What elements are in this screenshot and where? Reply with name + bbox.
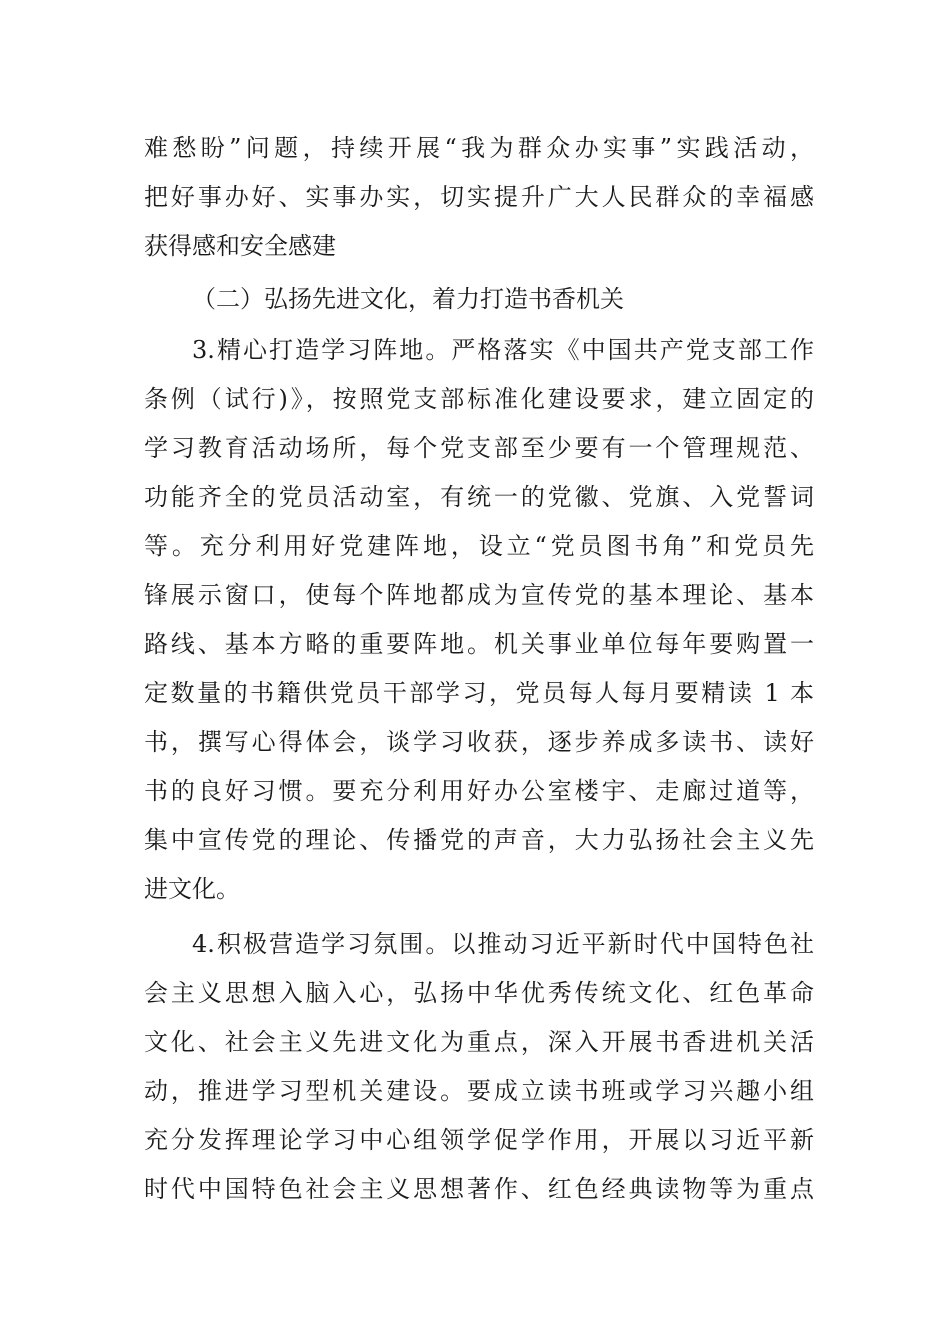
text-line: 功能齐全的党员活动室，有统一的党徽、党旗、入党誓词	[144, 483, 814, 511]
text-line: 文化、社会主义先进文化为重点，深入开展书香进机关活	[144, 1028, 814, 1056]
text-line: 等。充分利用好党建阵地，设立“党员图书角”和党员先	[144, 532, 814, 560]
text-line: 定数量的书籍供党员干部学习，党员每人每月要精读 1 本	[144, 679, 814, 707]
text-line: 获得感和安全感建	[144, 232, 336, 260]
text-line: 4.积极营造学习氛围。以推动习近平新时代中国特色社	[192, 930, 814, 958]
text-line: 书的良好习惯。要充分利用好办公室楼宇、走廊过道等，	[144, 777, 814, 805]
text-line: 动，推进学习型机关建设。要成立读书班或学习兴趣小组	[144, 1077, 814, 1105]
text-line: 把好事办好、实事办实，切实提升广大人民群众的幸福感	[144, 183, 814, 211]
text-line: 锋展示窗口，使每个阵地都成为宣传党的基本理论、基本	[144, 581, 814, 609]
text-line: 书，撰写心得体会，谈学习收获，逐步养成多读书、读好	[144, 728, 814, 756]
paragraph-3	[144, 326, 814, 914]
paragraph-4	[144, 920, 814, 1214]
text-line: 进文化。	[144, 875, 240, 903]
text-line: 难愁盼”问题，持续开展“我为群众办实事”实践活动，	[144, 134, 814, 162]
text-line: 时代中国特色社会主义思想著作、红色经典读物等为重点	[144, 1175, 814, 1203]
text-line: 会主义思想入脑入心，弘扬中华优秀传统文化、红色革命	[144, 979, 814, 1007]
text-line: 路线、基本方略的重要阵地。机关事业单位每年要购置一	[144, 630, 814, 658]
text-line: 集中宣传党的理论、传播党的声音，大力弘扬社会主义先	[144, 826, 814, 854]
text-line: 条例（试行)》，按照党支部标准化建设要求，建立固定的	[144, 385, 814, 413]
section-heading-text: （二）弘扬先进文化，着力打造书香机关	[192, 285, 624, 313]
text-line: 充分发挥理论学习中心组领学促学作用，开展以习近平新	[144, 1126, 814, 1154]
text-line: 学习教育活动场所，每个党支部至少要有一个管理规范、	[144, 434, 814, 462]
section-heading	[144, 275, 814, 324]
text-line: 3.精心打造学习阵地。严格落实《中国共产党支部工作	[192, 336, 814, 364]
paragraph-continuation	[144, 124, 814, 271]
